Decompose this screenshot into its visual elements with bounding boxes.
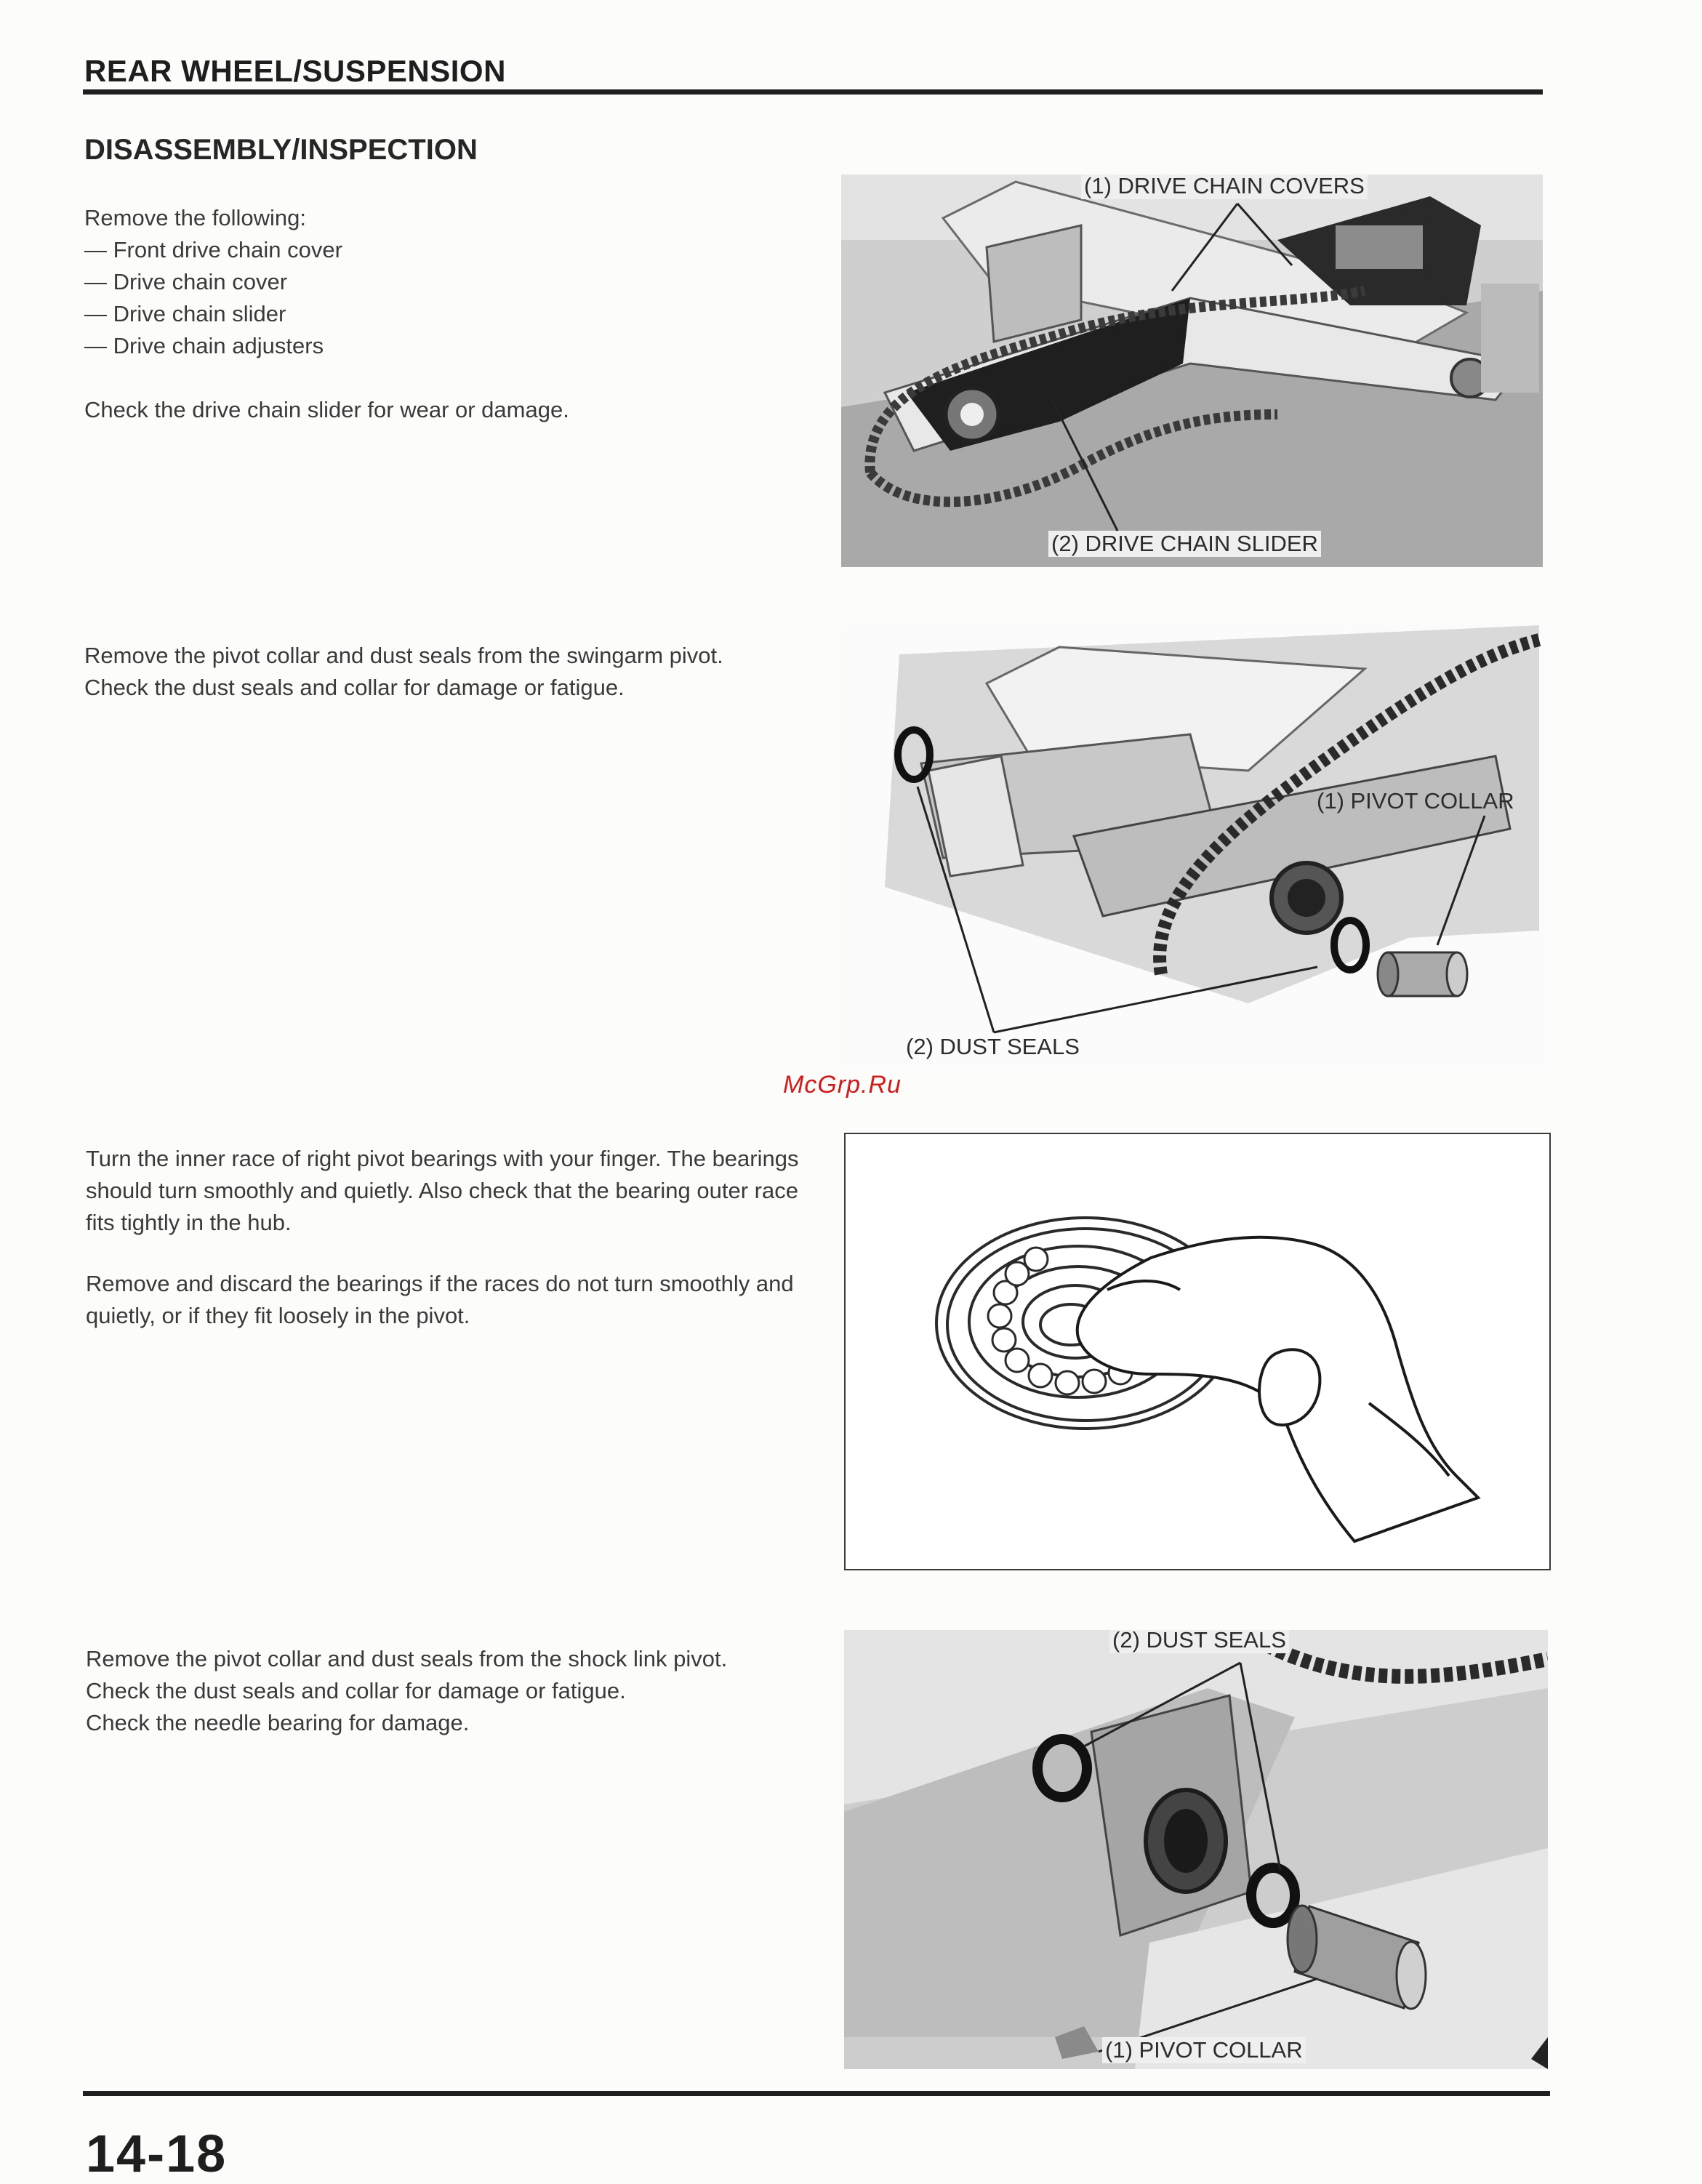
label-drive-chain-covers: (1) DRIVE CHAIN COVERS — [1081, 174, 1368, 199]
page-title: DISASSEMBLY/INSPECTION — [84, 134, 478, 166]
list-item: — Drive chain slider — [84, 301, 286, 326]
removal-list — [84, 234, 782, 362]
leader-lines-1 — [841, 174, 1543, 567]
list-item: — Drive chain cover — [84, 269, 288, 294]
figure-swingarm-pivot — [841, 625, 1546, 1069]
figure-shock-link-pivot — [844, 1630, 1548, 2069]
pivot-collar-shape — [1378, 952, 1467, 996]
footer-rule — [83, 2091, 1550, 2096]
page-number: 14-18 — [86, 2125, 228, 2183]
step2-line2: Check the dust seals and collar for damage or fatigue. — [84, 675, 625, 700]
step4-text — [86, 1643, 813, 1739]
label-shock-pivot-collar: (1) PIVOT COLLAR — [1102, 2037, 1306, 2063]
step4-line2: Check the dust seals and collar for damage or fatigue. — [86, 1678, 626, 1703]
swingarm-photo-4 — [844, 1630, 1548, 2069]
label-dust-seals: (2) DUST SEALS — [906, 1034, 1080, 1059]
label-pivot-collar: (1) PIVOT COLLAR — [1317, 788, 1514, 814]
label-drive-chain-slider: (2) DRIVE CHAIN SLIDER — [1048, 531, 1321, 557]
step1-intro: Remove the following: — [84, 205, 306, 230]
step1-check: Check the drive chain slider for wear or damage. — [84, 397, 569, 422]
step2-line1: Remove the pivot collar and dust seals from the swingarm pivot. — [84, 643, 723, 668]
list-item: — Front drive chain cover — [84, 237, 342, 262]
figure-bearing-check — [844, 1133, 1551, 1570]
bearing-drawing — [846, 1134, 1549, 1569]
step2-text — [84, 640, 811, 704]
step4-line3: Check the needle bearing for damage. — [86, 1710, 470, 1735]
list-item: — Drive chain adjusters — [84, 333, 324, 358]
watermark: McGrp.Ru — [783, 1071, 902, 1099]
swingarm-photo-2 — [841, 625, 1546, 1069]
figure-drive-chain-covers — [841, 174, 1543, 567]
step1-text — [84, 202, 782, 426]
header-rule — [83, 89, 1543, 95]
section-header: REAR WHEEL/SUSPENSION — [84, 54, 506, 88]
step3-para2: Remove and discard the bearings if the races do not turn smoothly and quietly, or if they fit loosely in the pivot. — [86, 1271, 794, 1328]
finger-hand — [1077, 1237, 1478, 1541]
step3-text — [86, 1143, 813, 1332]
label-shock-dust-seals: (2) DUST SEALS — [1109, 1630, 1289, 1653]
step3-para1: Turn the inner race of right pivot bearings with your finger. The bearings should turn smoothly and quietly. Also check that the bearing outer race fits tightly in the hub. — [86, 1146, 799, 1235]
step4-line1: Remove the pivot collar and dust seals from the shock link pivot. — [86, 1646, 728, 1671]
